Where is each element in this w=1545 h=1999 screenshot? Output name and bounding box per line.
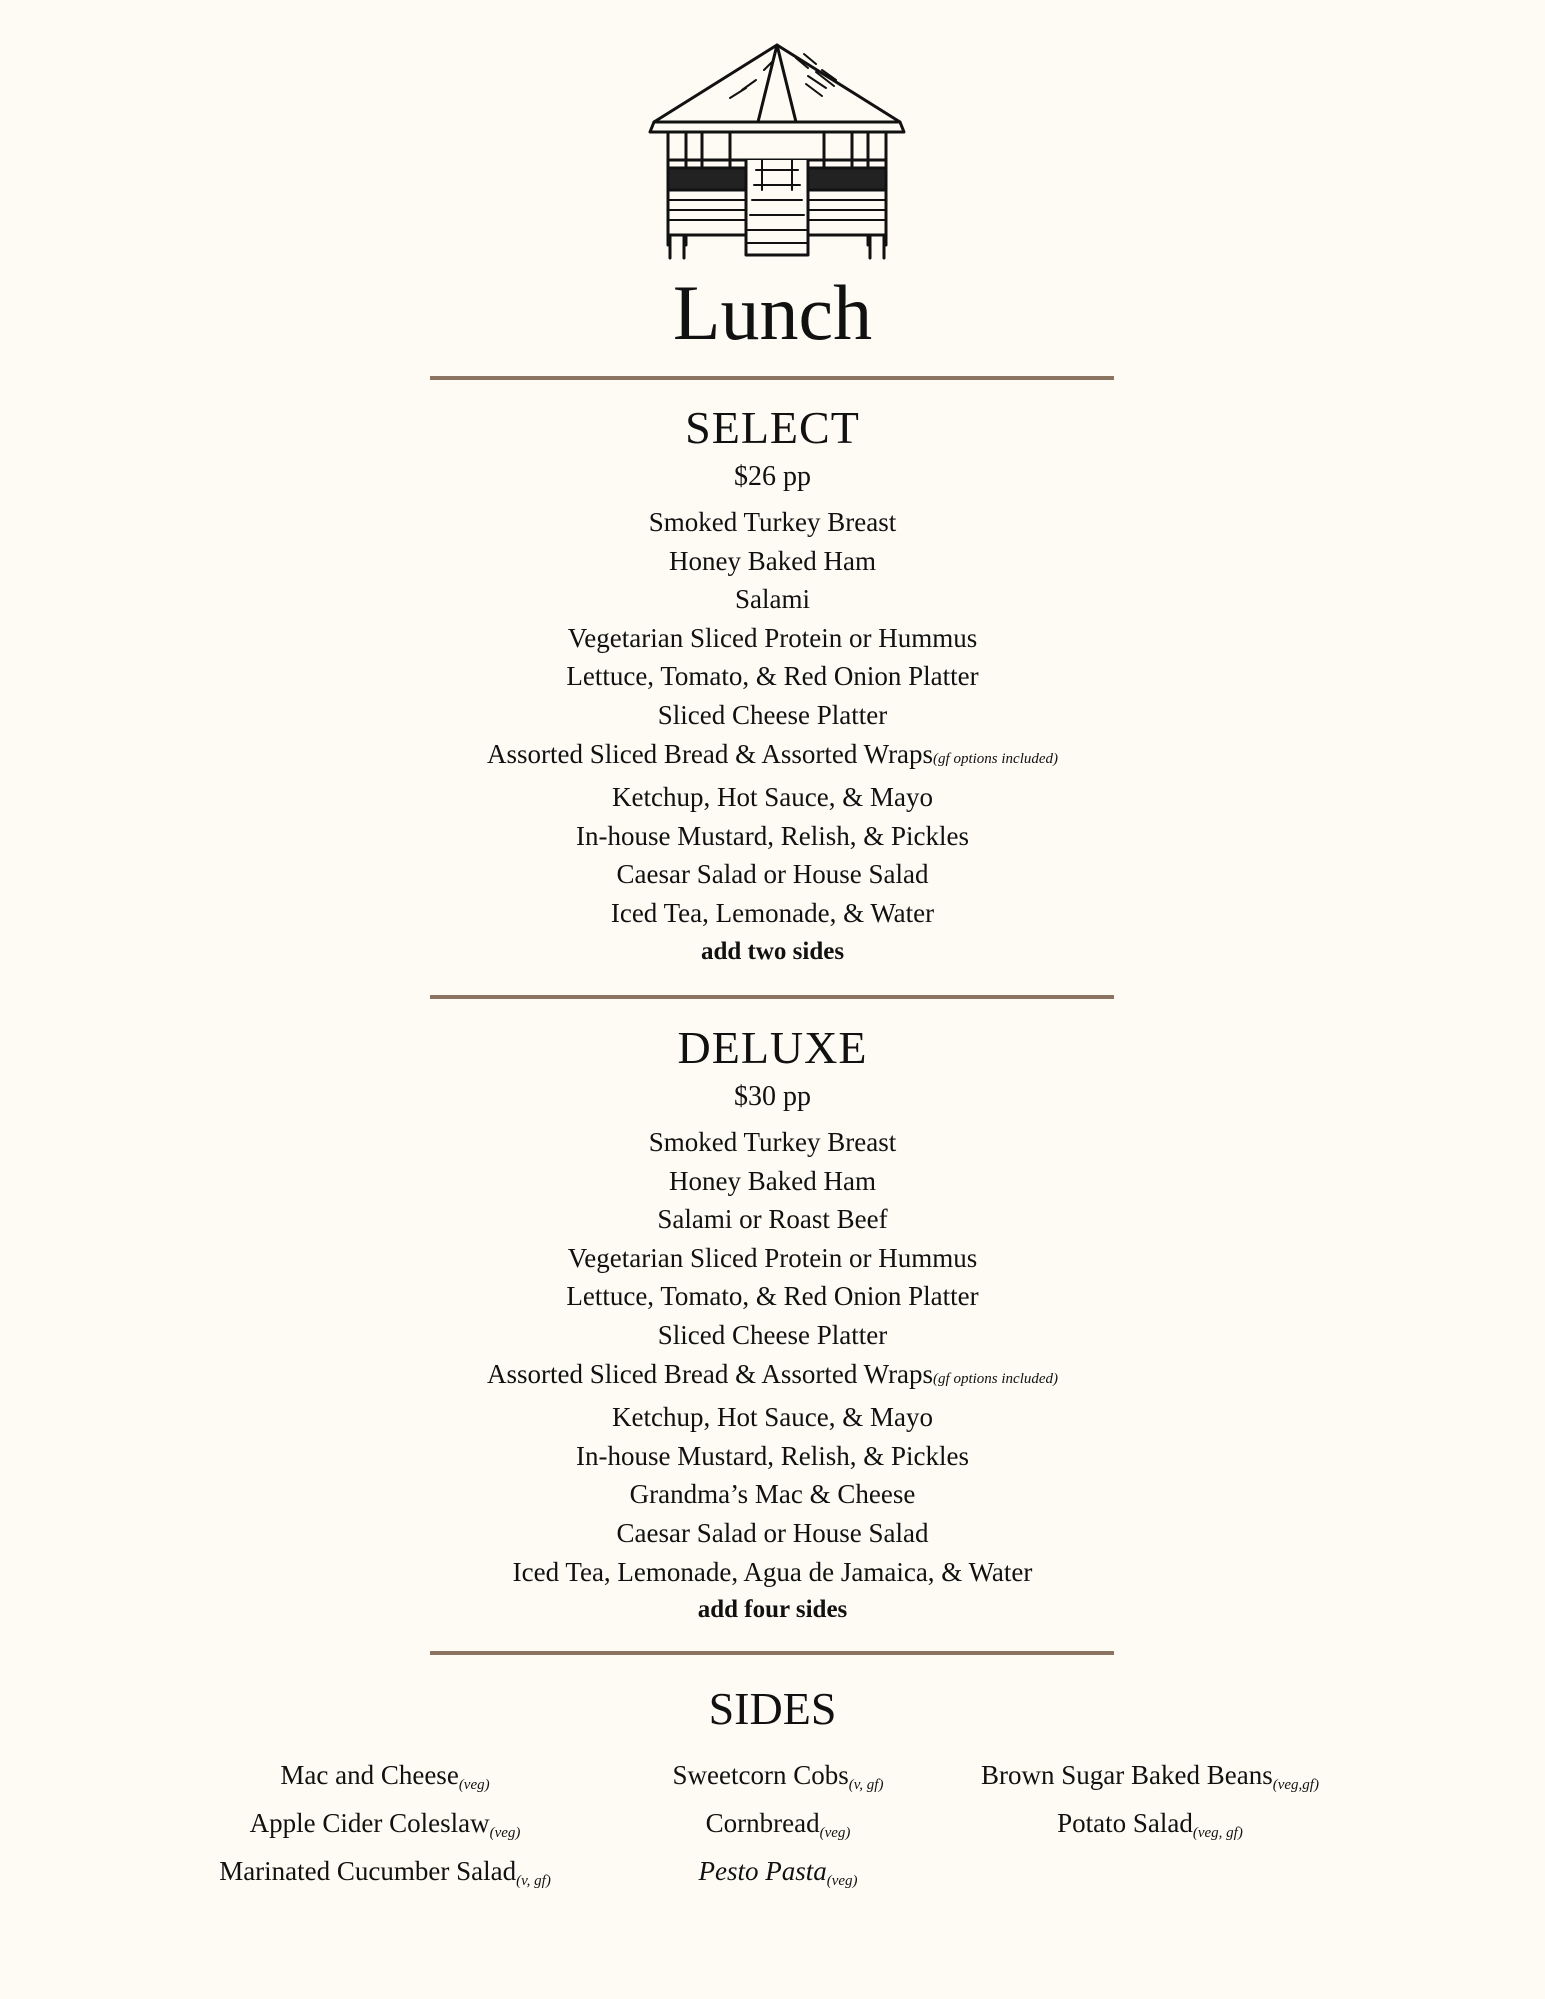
menu-item [0, 1475, 1545, 1514]
menu-item [0, 1239, 1545, 1278]
menu-item [0, 1316, 1545, 1355]
menu-item [0, 542, 1545, 581]
menu-item-text: Honey Baked Ham [669, 545, 876, 576]
menu-item [0, 855, 1545, 894]
select-package [0, 399, 1545, 971]
menu-item-text: Lettuce, Tomato, & Red Onion Platter [566, 1281, 979, 1312]
addon-note: add two sides [700, 937, 845, 965]
menu-item [0, 778, 1545, 817]
menu-item-text: Smoked Turkey Breast [648, 507, 897, 537]
menu-item-text: Caesar Salad or House Salad [616, 859, 929, 890]
menu-item [0, 735, 1545, 779]
side-item-tag: (veg) [489, 1825, 521, 1841]
menu-item-text: Sliced Cheese Platter [657, 699, 888, 730]
menu-item [0, 894, 1545, 933]
menu-item [0, 657, 1545, 696]
menu-item-text: Assorted Sliced Bread & Assorted Wraps [486, 738, 934, 769]
side-item [940, 1804, 1360, 1852]
menu-item-text: Iced Tea, Lemonade, Agua de Jamaica, & Water [512, 1556, 1033, 1587]
side-item-name: Potato Salad [1057, 1808, 1193, 1838]
side-item-name: Cornbread [705, 1808, 820, 1838]
menu-item-note: (gf options included) [933, 1370, 1059, 1387]
sides-title: SIDES [708, 1683, 837, 1734]
side-item-name: Apple Cider Coleslaw [249, 1808, 490, 1838]
side-item-tag: (v, gf) [516, 1873, 551, 1889]
sides-column [940, 1756, 1360, 1852]
menu-item [0, 1437, 1545, 1476]
side-item-name: Brown Sugar Baked Beans [981, 1760, 1273, 1790]
divider [430, 1651, 1114, 1655]
menu-item [0, 1553, 1545, 1592]
menu-item-text: Honey Baked Ham [669, 1165, 876, 1196]
menu-item-note: (gf options included) [933, 750, 1059, 767]
menu-item [0, 1162, 1545, 1201]
side-item [940, 1756, 1360, 1804]
deluxe-package [0, 1019, 1545, 1630]
menu-item-text: Ketchup, Hot Sauce, & Mayo [612, 782, 933, 813]
menu-item-text: In-house Mustard, Relish, & Pickles [576, 820, 969, 851]
side-item [568, 1852, 988, 1900]
menu-item [0, 580, 1545, 619]
side-item-tag: (veg, gf) [1192, 1825, 1243, 1841]
gazebo-sketch-icon [646, 40, 908, 265]
menu-item-text: Iced Tea, Lemonade, & Water [610, 897, 935, 928]
price: $30 pp [734, 1081, 811, 1112]
menu-item [0, 503, 1545, 542]
menu-item [0, 1277, 1545, 1316]
side-item [568, 1804, 988, 1852]
menu-item [0, 1123, 1545, 1162]
side-item [175, 1756, 595, 1804]
menu-item-text: Lettuce, Tomato, & Red Onion Platter [566, 661, 979, 692]
sides-column [568, 1756, 988, 1900]
menu-item-text: Grandma’s Mac & Cheese [629, 1479, 916, 1510]
section-title: SELECT [685, 402, 860, 453]
menu-item [0, 1514, 1545, 1553]
side-item [568, 1756, 988, 1804]
page-title: Lunch [672, 269, 873, 356]
menu-item [0, 1355, 1545, 1399]
menu-item-text: Vegetarian Sliced Protein or Hummus [567, 622, 978, 653]
side-item-tag: (veg) [819, 1825, 851, 1841]
menu-item-text: In-house Mustard, Relish, & Pickles [576, 1440, 969, 1471]
menu-item [0, 1398, 1545, 1437]
menu-item-text: Salami or Roast Beef [657, 1204, 888, 1235]
menu-item-text: Salami [735, 584, 810, 615]
side-item-name: Pesto Pasta [698, 1856, 827, 1886]
side-item-tag: (v, gf) [848, 1777, 884, 1793]
side-item-tag: (veg) [826, 1873, 858, 1889]
price: $26 pp [734, 461, 811, 492]
addon-note: add four sides [697, 1596, 848, 1624]
menu-item-text: Sliced Cheese Platter [657, 1319, 888, 1350]
side-item-tag: (veg) [458, 1777, 490, 1793]
menu-item-text: Caesar Salad or House Salad [616, 1517, 929, 1548]
side-item-name: Mac and Cheese [280, 1760, 459, 1790]
side-item-name: Sweetcorn Cobs [672, 1760, 849, 1790]
sides-column [175, 1756, 595, 1900]
menu-item [0, 817, 1545, 856]
menu-item-text: Vegetarian Sliced Protein or Hummus [567, 1242, 978, 1273]
section-title: DELUXE [677, 1022, 868, 1073]
divider [430, 995, 1114, 999]
menu-item-text: Ketchup, Hot Sauce, & Mayo [612, 1402, 933, 1433]
item-list [0, 503, 1545, 971]
item-list [0, 1123, 1545, 1630]
menu-item [0, 1200, 1545, 1239]
side-item [175, 1804, 595, 1852]
menu-item [0, 696, 1545, 735]
menu-item-text: Assorted Sliced Bread & Assorted Wraps [486, 1358, 934, 1389]
side-item-tag: (veg,gf) [1272, 1777, 1319, 1793]
menu-item [0, 619, 1545, 658]
side-item-name: Marinated Cucumber Salad [219, 1856, 517, 1886]
menu-item-text: Smoked Turkey Breast [648, 1127, 897, 1157]
divider [430, 376, 1114, 380]
side-item [175, 1852, 595, 1900]
